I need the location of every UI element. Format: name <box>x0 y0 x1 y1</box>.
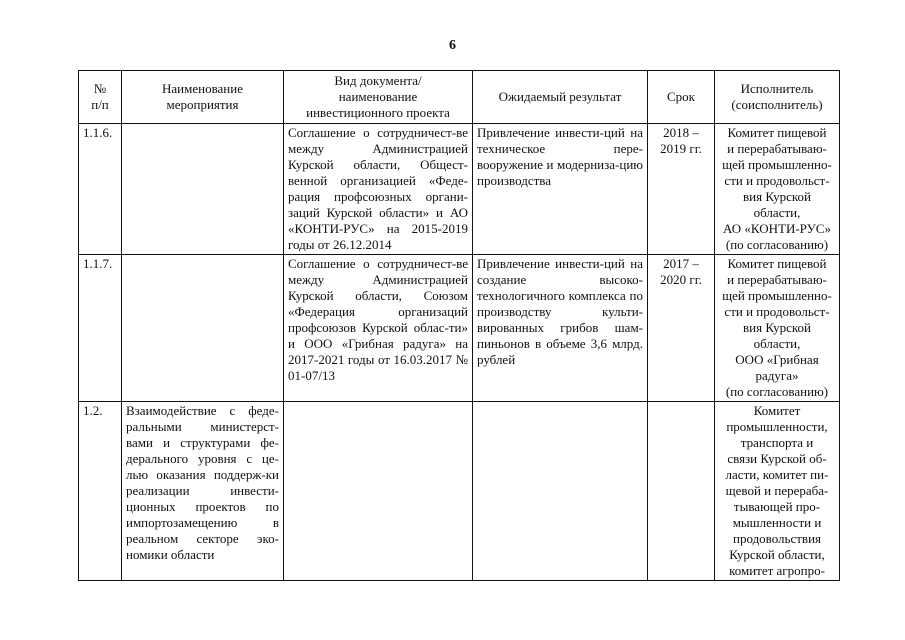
row-document: Соглашение о сотрудничест-ве между Администрацией Курской области, Общест-венной организацией «Феде-рация профсоюзных органи-заций Курской области» и АО «КОНТИ-РУС» на 2015-2019 годы от 26.12.2014 <box>284 124 473 255</box>
table-row <box>79 124 840 255</box>
row-executor: Комитет пищевой и перерабатываю- щей промышленно- сти и продовольст- вия Курской области, АО «КОНТИ-РУС» (по согласованию) <box>715 124 840 255</box>
header-document: Вид документа/ наименование инвестиционного проекта <box>284 71 473 124</box>
row-executor: Комитет промышленности, транспорта и связи Курской об- ласти, комитет пи- щевой и перераба- тывающей про- мышленности и продовольствия Курской области, комитет агропро- <box>715 402 840 581</box>
page-number: 6 <box>449 38 456 53</box>
row-result: Привлечение инвести-ций на создание высоко-технологичного комплекса по производству культи-вированных грибов шам-пиньонов в объеме 3,6 млрд. рублей <box>473 255 648 402</box>
measures-table <box>78 70 840 581</box>
row-result: Привлечение инвести-ций на техническое пере-вооружение и модерниза-цию производства <box>473 124 648 255</box>
row-executor: Комитет пищевой и перерабатываю- щей промышленно- сти и продовольст- вия Курской области, ООО «Грибная радуга» (по согласованию) <box>715 255 840 402</box>
row-document <box>284 402 473 581</box>
row-term: 2018 – 2019 гг. <box>648 124 715 255</box>
header-term: Срок <box>648 71 715 124</box>
row-name <box>122 255 284 402</box>
row-name <box>122 124 284 255</box>
table-row <box>79 402 840 581</box>
row-document: Соглашение о сотрудничест-ве между Администрацией Курской области, Союзом «Федерация организаций профсоюзов Курской облас-ти» и ООО «Грибная радуга» на 2017-2021 годы от 16.03.2017 № 01-07/13 <box>284 255 473 402</box>
row-num: 1.2. <box>79 402 122 581</box>
row-term <box>648 402 715 581</box>
header-result: Ожидаемый результат <box>473 71 648 124</box>
row-term: 2017 – 2020 гг. <box>648 255 715 402</box>
table-header-row <box>79 71 840 124</box>
row-num: 1.1.7. <box>79 255 122 402</box>
row-num: 1.1.6. <box>79 124 122 255</box>
row-result <box>473 402 648 581</box>
header-executor: Исполнитель (соисполнитель) <box>715 71 840 124</box>
table-row <box>79 255 840 402</box>
header-num: № п/п <box>79 71 122 124</box>
row-name: Взаимодействие с феде-ральными министерст-вами и структурами фе-дерального уровня с це-лью оказания поддерж-ки реализации инвести-ционных проектов по импортозамещению в реальном секторе эко-номики области <box>122 402 284 581</box>
header-name: Наименование мероприятия <box>122 71 284 124</box>
